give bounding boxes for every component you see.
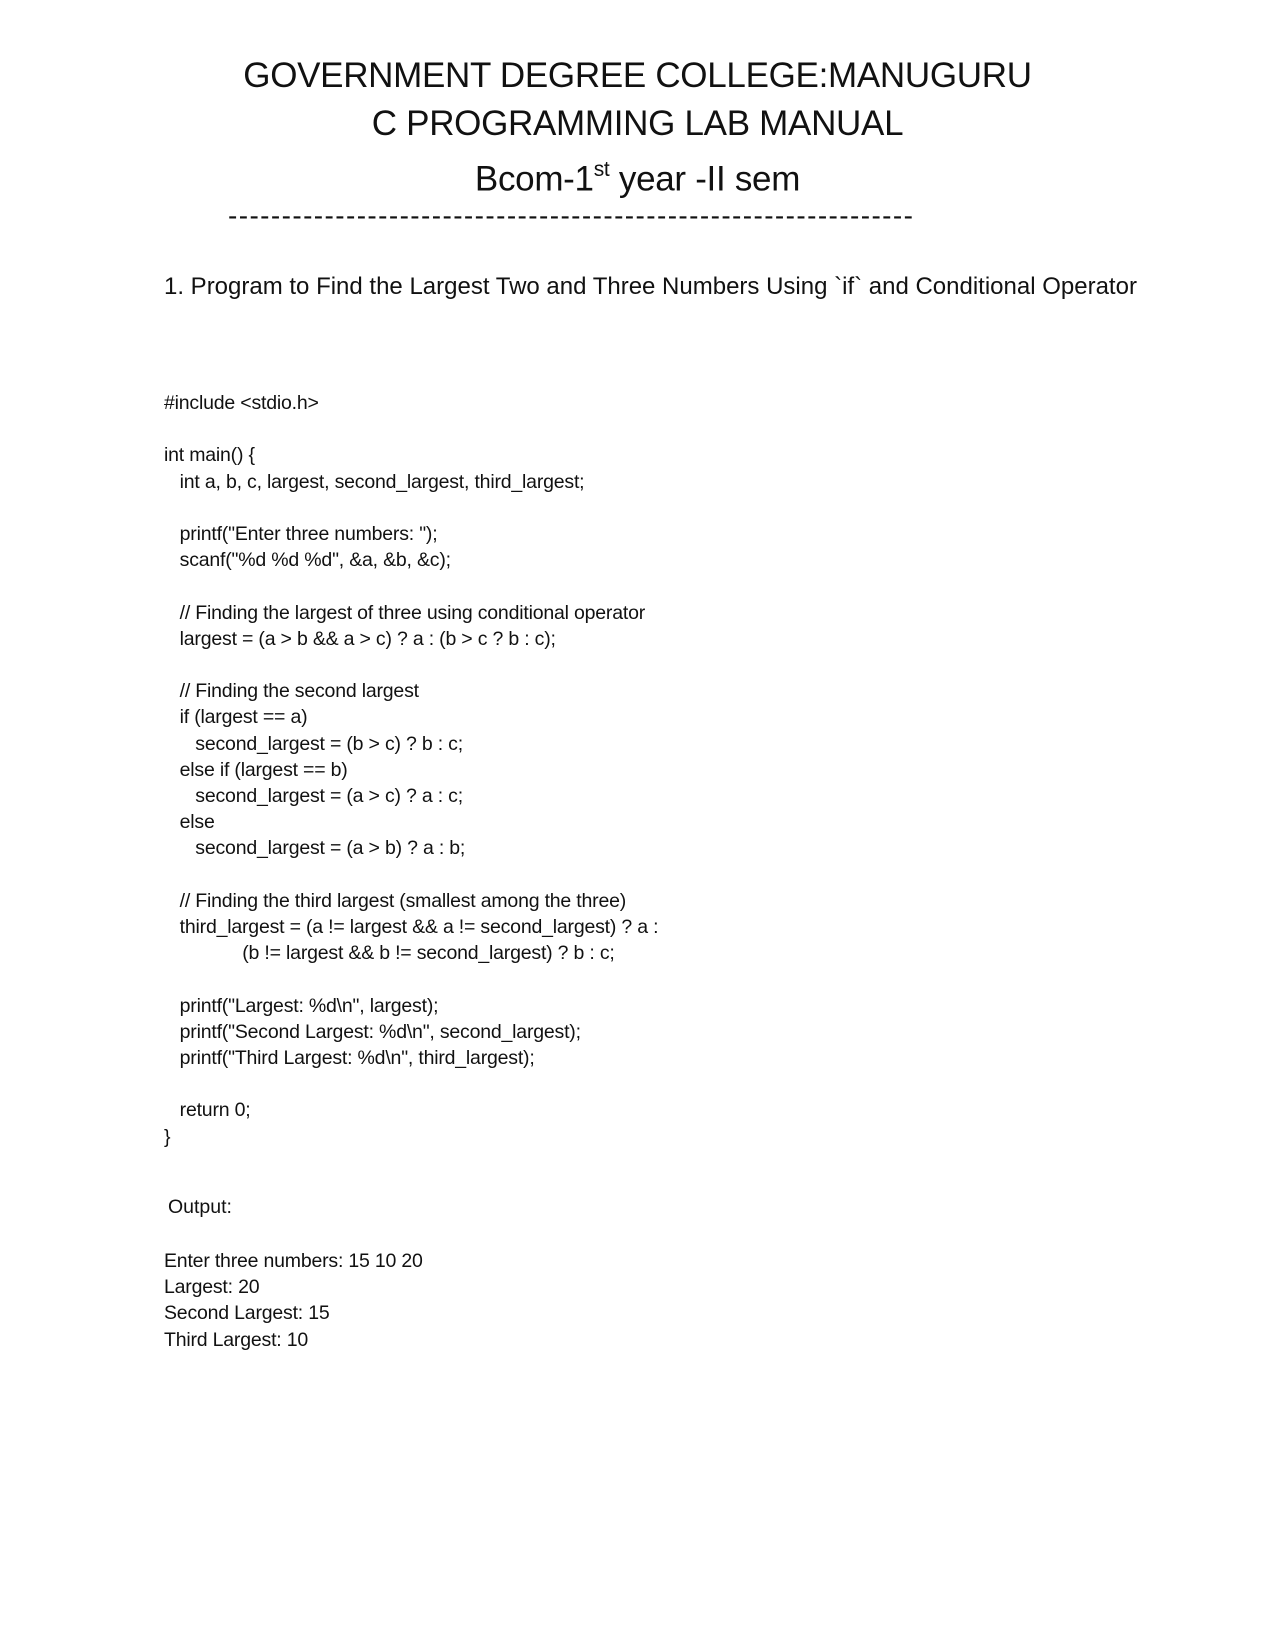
college-name: GOVERNMENT DEGREE COLLEGE:MANUGURU (243, 56, 1032, 95)
course-ordinal-superscript: st (593, 158, 610, 181)
header-divider: ---------------------------------------------------------------- (228, 200, 915, 231)
program-title: 1. Program to Find the Largest Two and Three Numbers Using `if` and Conditional Operator (164, 273, 1137, 300)
course-info (0, 148, 1275, 204)
program-code: #include <stdio.h> int main() { int a, b, c, largest, second_largest, third_largest; printf("Enter three numbers: "); scanf("%d %d %d", &a, &b, &c); // Finding the largest of three using conditional operator largest = (a > b && a > c) ? a : (b > c ? b : c); // Finding the second largest if (largest == a) second_largest = (b > c) ? b : c; else if (largest == b) second_largest = (a > c) ? a : c; else second_largest = (a > b) ? a : b; // Finding the third largest (smallest among the three) third_largest = (a != largest && a != second_largest) ? a : (b != largest && b != second_largest) ? b : c; printf("Largest: %d\n", largest); printf("Second Largest: %d\n", second_largest); printf("Third Largest: %d\n", third_largest); return 0; } (164, 392, 659, 1148)
document-header (0, 52, 1275, 204)
course-suffix: year -II sem (609, 159, 801, 199)
manual-title: C PROGRAMMING LAB MANUAL (371, 104, 904, 143)
program-output: Enter three numbers: 15 10 20 Largest: 20 Second Largest: 15 Third Largest: 10 (164, 1250, 423, 1351)
course-prefix: Bcom-1 (474, 159, 594, 199)
output-label: Output: (168, 1196, 232, 1218)
